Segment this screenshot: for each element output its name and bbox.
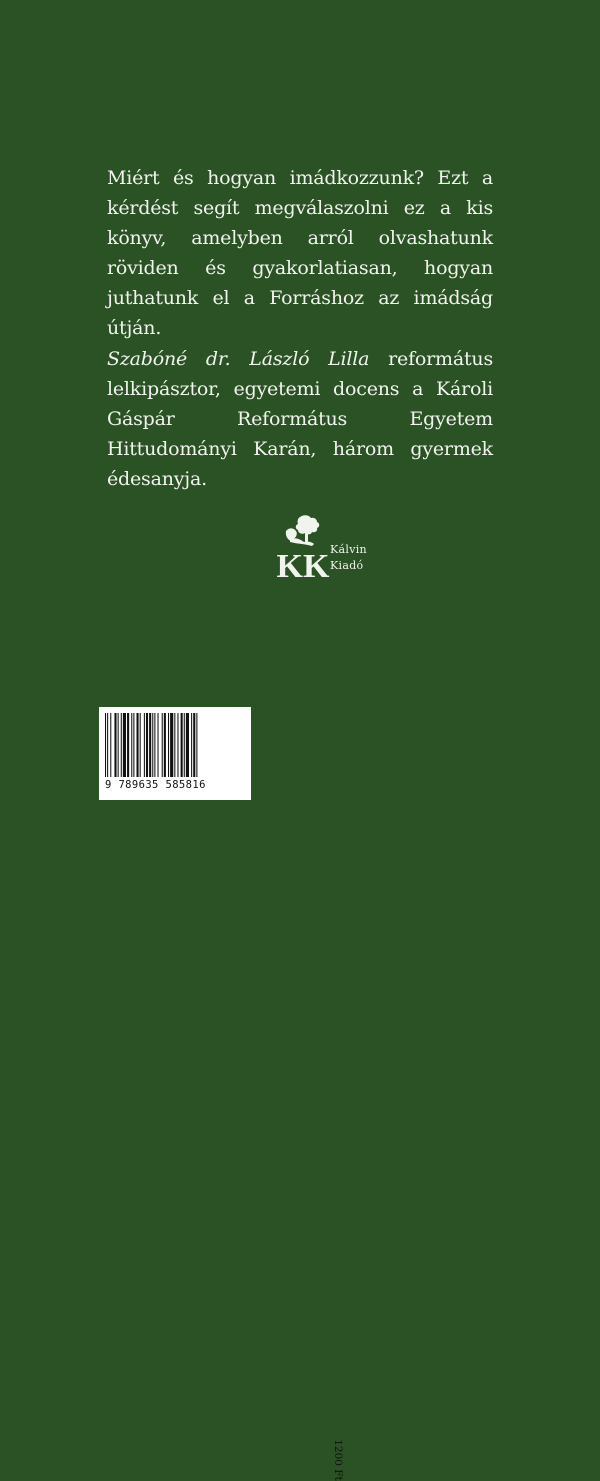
publisher-logo-icon <box>272 513 334 579</box>
barcode-bar <box>118 713 119 777</box>
price-label: 1200 Ft <box>332 1439 344 1481</box>
barcode-bar <box>107 713 108 777</box>
isbn-digits: 9 789635 585816 <box>105 779 206 791</box>
barcode-bar <box>131 713 132 777</box>
barcode-bar <box>152 713 153 777</box>
barcode-bar <box>105 713 106 777</box>
barcode-bar <box>146 713 148 777</box>
author-name: Szabóné dr. László Lilla <box>107 348 370 370</box>
publisher-line2: Kiadó <box>330 559 364 572</box>
barcode-bar <box>162 713 163 777</box>
barcode <box>99 707 344 1481</box>
barcode-bar <box>144 713 145 777</box>
barcode-bar <box>186 713 189 777</box>
barcode-bar <box>193 713 195 777</box>
barcode-bar <box>133 713 134 777</box>
barcode-bar <box>114 713 116 777</box>
barcode-bar <box>196 713 197 777</box>
barcode-bar <box>140 713 141 777</box>
barcode-bar <box>127 713 129 777</box>
barcode-bar <box>177 713 178 777</box>
barcode-bar <box>154 713 155 777</box>
publisher-name <box>330 542 367 574</box>
barcode-bar <box>110 713 111 777</box>
publisher-logo-text: KK <box>276 548 330 579</box>
author-bio-paragraph <box>107 344 493 494</box>
barcode-bar <box>137 713 139 777</box>
barcode-bar <box>164 713 166 777</box>
publisher-line1: Kálvin <box>330 543 367 556</box>
barcode-bar <box>168 713 169 777</box>
barcode-bar <box>174 713 175 777</box>
barcode-bar <box>123 713 126 777</box>
blurb-paragraph: Miért és hogyan imádkozzunk? Ezt a kérdést segít megválaszolni ez a kis könyv, amelyben arról olvashatunk röviden és gyakorlatiasan, hogyan juthatunk el a Forráshoz az imádság útján. <box>107 167 493 339</box>
barcode-bars-icon <box>105 713 229 777</box>
barcode-bar <box>184 713 185 777</box>
author-bio-text: református lelkipásztor, egyetemi docens a Károli Gáspár Református Egyetem Hittudományi Karán, három gyermek édesanyja. <box>107 348 494 490</box>
barcode-bar <box>181 713 183 777</box>
barcode-bar <box>121 713 122 777</box>
barcode-bar <box>191 713 192 777</box>
barcode-bar <box>149 713 151 777</box>
barcode-bar <box>158 713 159 777</box>
barcode-bar <box>170 713 173 777</box>
